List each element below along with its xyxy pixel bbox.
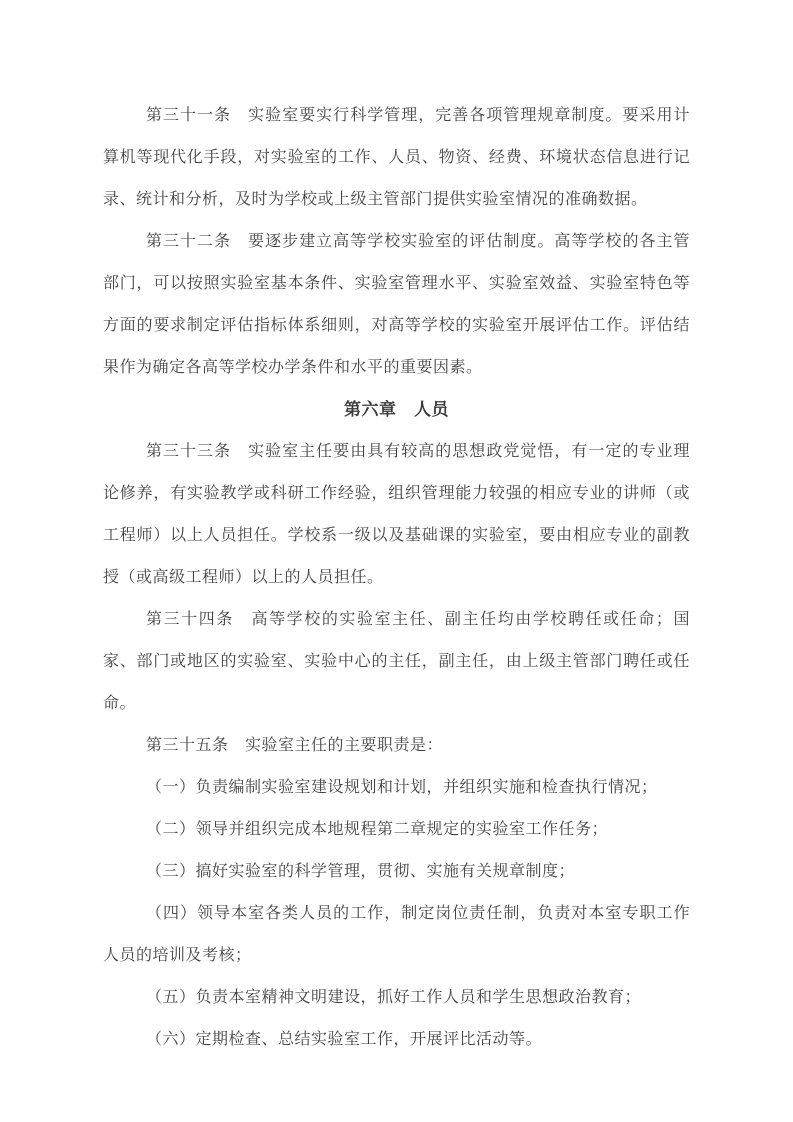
- chapter-6-heading: 第六章 人员: [344, 400, 449, 419]
- paragraph-article-31: 第三十一条 实验室要实行科学管理，完善各项管理规章制度。要采用计算机等现代化手段，对实验室的工作、人员、物资、经费、环境状态信息进行记录、统计和分析，及时为学校或上级主管部门提供实验室情况的准确数据。: [103, 107, 690, 208]
- paragraph-article-33: 第三十三条 实验室主任要由具有较高的思想政党觉悟，有一定的专业理论修养，有实验教学或科研工作经验，组织管理能力较强的相应专业的讲师（或工程师）以上人员担任。学校系一级以及基础课的实验室，要由相应专业的副教授（或高级工程师）以上的人员担任。: [103, 443, 690, 586]
- duty-list-item-2: （二）领导并组织完成本地规程第二章规定的实验室工作任务；: [146, 821, 609, 838]
- paragraph-article-32: 第三十二条 要逐步建立高等学校实验室的评估制度。高等学校的各主管部门，可以按照实验室基本条件、实验室管理水平、实验室效益、实验室特色等方面的要求制定评估指标体系细则，对高等学校的实验室开展评估工作。评估结果作为确定各高等学校办学条件和水平的重要因素。: [103, 233, 690, 376]
- duty-list-item-6: （六）定期检查、总结实验室工作，开展评比活动等。: [146, 1031, 543, 1048]
- paragraph-article-35: 第三十五条 实验室主任的主要职责是：: [146, 737, 444, 754]
- duty-list-item-3: （三）搞好实验室的科学管理，贯彻、实施有关规章制度；: [146, 863, 576, 880]
- duty-list-item-5: （五）负责本室精神文明建设，抓好工作人员和学生思想政治教育；: [146, 989, 642, 1006]
- duty-list-item-4: （四）领导本室各类人员的工作，制定岗位责任制，负责对本室专职工作人员的培训及考核；: [103, 905, 690, 964]
- duty-list-item-1: （一）负责编制实验室建设规划和计划，并组织实施和检查执行情况；: [146, 779, 658, 796]
- paragraph-article-34: 第三十四条 高等学校的实验室主任、副主任均由学校聘任或任命；国家、部门或地区的实验室、实验中心的主任，副主任，由上级主管部门聘任或任命。: [103, 611, 690, 712]
